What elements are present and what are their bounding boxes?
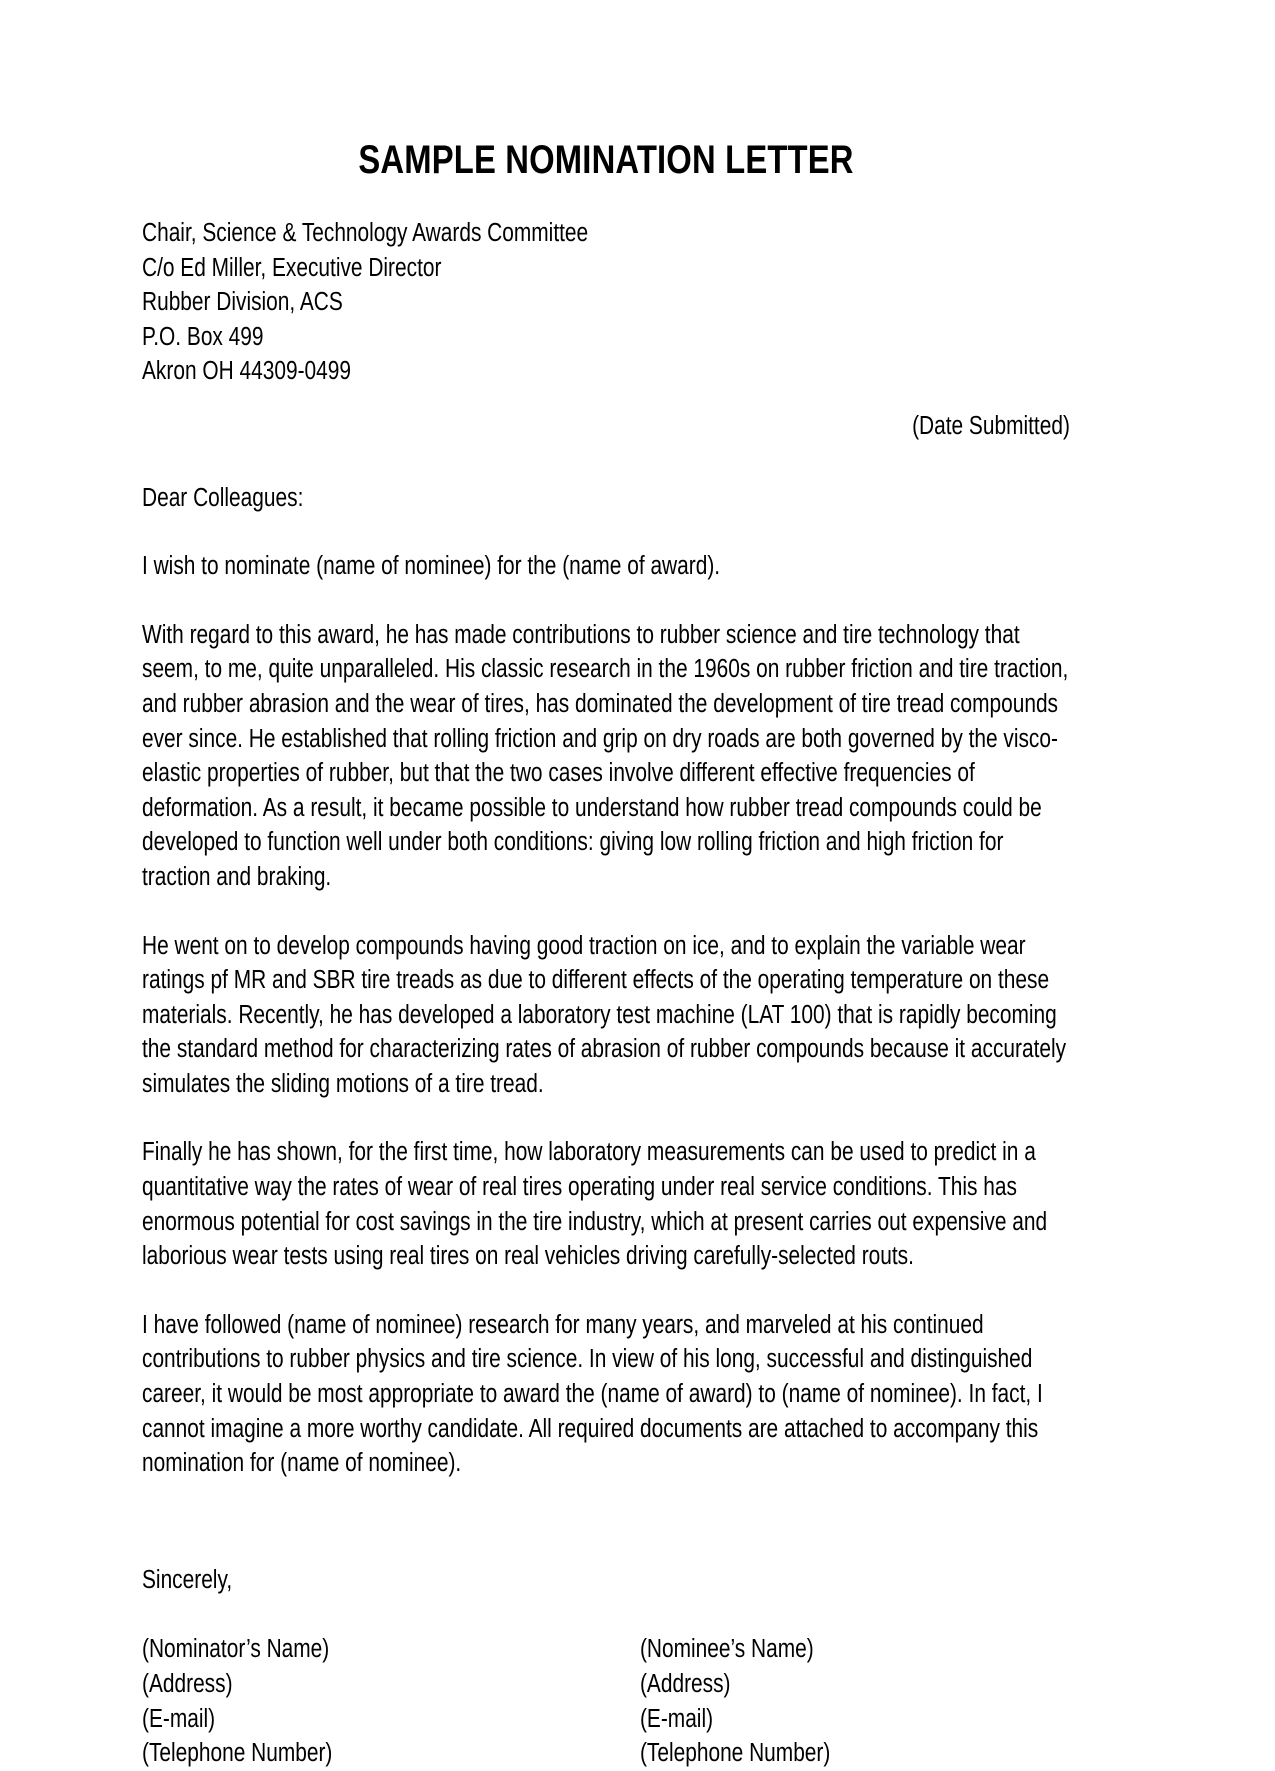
address-line: P.O. Box 499 xyxy=(142,322,264,351)
address-line: Rubber Division, ACS xyxy=(142,288,343,317)
nominator-email: (E-mail) xyxy=(142,1704,216,1733)
address-line: Chair, Science & Technology Awards Committee xyxy=(142,219,589,247)
nominator-name: (Nominator’s Name) xyxy=(142,1635,330,1664)
nominee-telephone: (Telephone Number) xyxy=(639,1739,831,1768)
page-title: SAMPLE NOMINATION LETTER xyxy=(358,138,854,182)
paragraph-contributions: With regard to this award, he has made contributions to rubber science and tire technology that seem, to me, quite unparalleled. His classic research in the 1960s on rubber friction and tire traction, and rubber abrasion and the wear of tires, has dominated the development of tire tread compounds ever since. He established that rolling friction and grip on dry roads are both governed by the visco-elastic properties of rubber, but that the two cases involve different effective frequencies of deformation. As a result, it became possible to understand how rubber tread compounds could be developed to function well under both conditions: giving low rolling friction and high friction for traction and braking. xyxy=(142,620,1069,891)
signature-row xyxy=(142,1702,1070,1737)
paragraph-laboratory-measurements: Finally he has shown, for the first time, how laboratory measurements can be used to predict in a quantitative way the rates of wear of real tires operating under real service conditions. This has enormous potential for cost savings in the tire industry, which at present carries out expensive and laborious wear tests using real tires on real vehicles driving carefully-selected routs. xyxy=(142,1138,1048,1271)
paragraph-compounds: He went on to develop compounds having good traction on ice, and to explain the variable wear ratings pf MR and SBR tire treads as due to different effects of the operating temperature on these materials. Recently, he has developed a laboratory test machine (LAT 100) that is rapidly becoming the standard method for characterizing rates of abrasion of rubber compounds because it accurately simulates the sliding motions of a tire tread. xyxy=(142,931,1067,1098)
date-submitted-line: (Date Submitted) xyxy=(912,411,1070,440)
signature-block xyxy=(142,1632,1070,1770)
paragraph-endorsement: I have followed (name of nominee) research for many years, and marveled at his continued contributions to rubber physics and tire science. In view of his long, successful and distinguished career, it would be most appropriate to award the (name of award) to (name of nominee). In fact, I cannot imagine a more worthy candidate. All required documents are attached to accompany this nomination for (name of nominee). xyxy=(142,1310,1043,1478)
nominator-telephone: (Telephone Number) xyxy=(142,1739,333,1768)
address-line: Akron OH 44309-0499 xyxy=(142,357,351,386)
nominator-address: (Address) xyxy=(142,1670,233,1698)
letter-body xyxy=(142,216,1274,1771)
signature-row xyxy=(142,1667,1070,1702)
salutation: Dear Colleagues: xyxy=(142,483,304,512)
nominee-name: (Nominee’s Name) xyxy=(639,1635,814,1664)
signature-row xyxy=(142,1736,1070,1771)
recipient-address xyxy=(142,216,1070,389)
nominee-email: (E-mail) xyxy=(639,1704,714,1733)
address-line: C/o Ed Miller, Executive Director xyxy=(142,253,442,282)
closing: Sincerely, xyxy=(142,1565,233,1594)
nominee-address: (Address) xyxy=(639,1670,731,1698)
paragraph-nomination-statement: I wish to nominate (name of nominee) for the (name of award). xyxy=(142,552,721,581)
